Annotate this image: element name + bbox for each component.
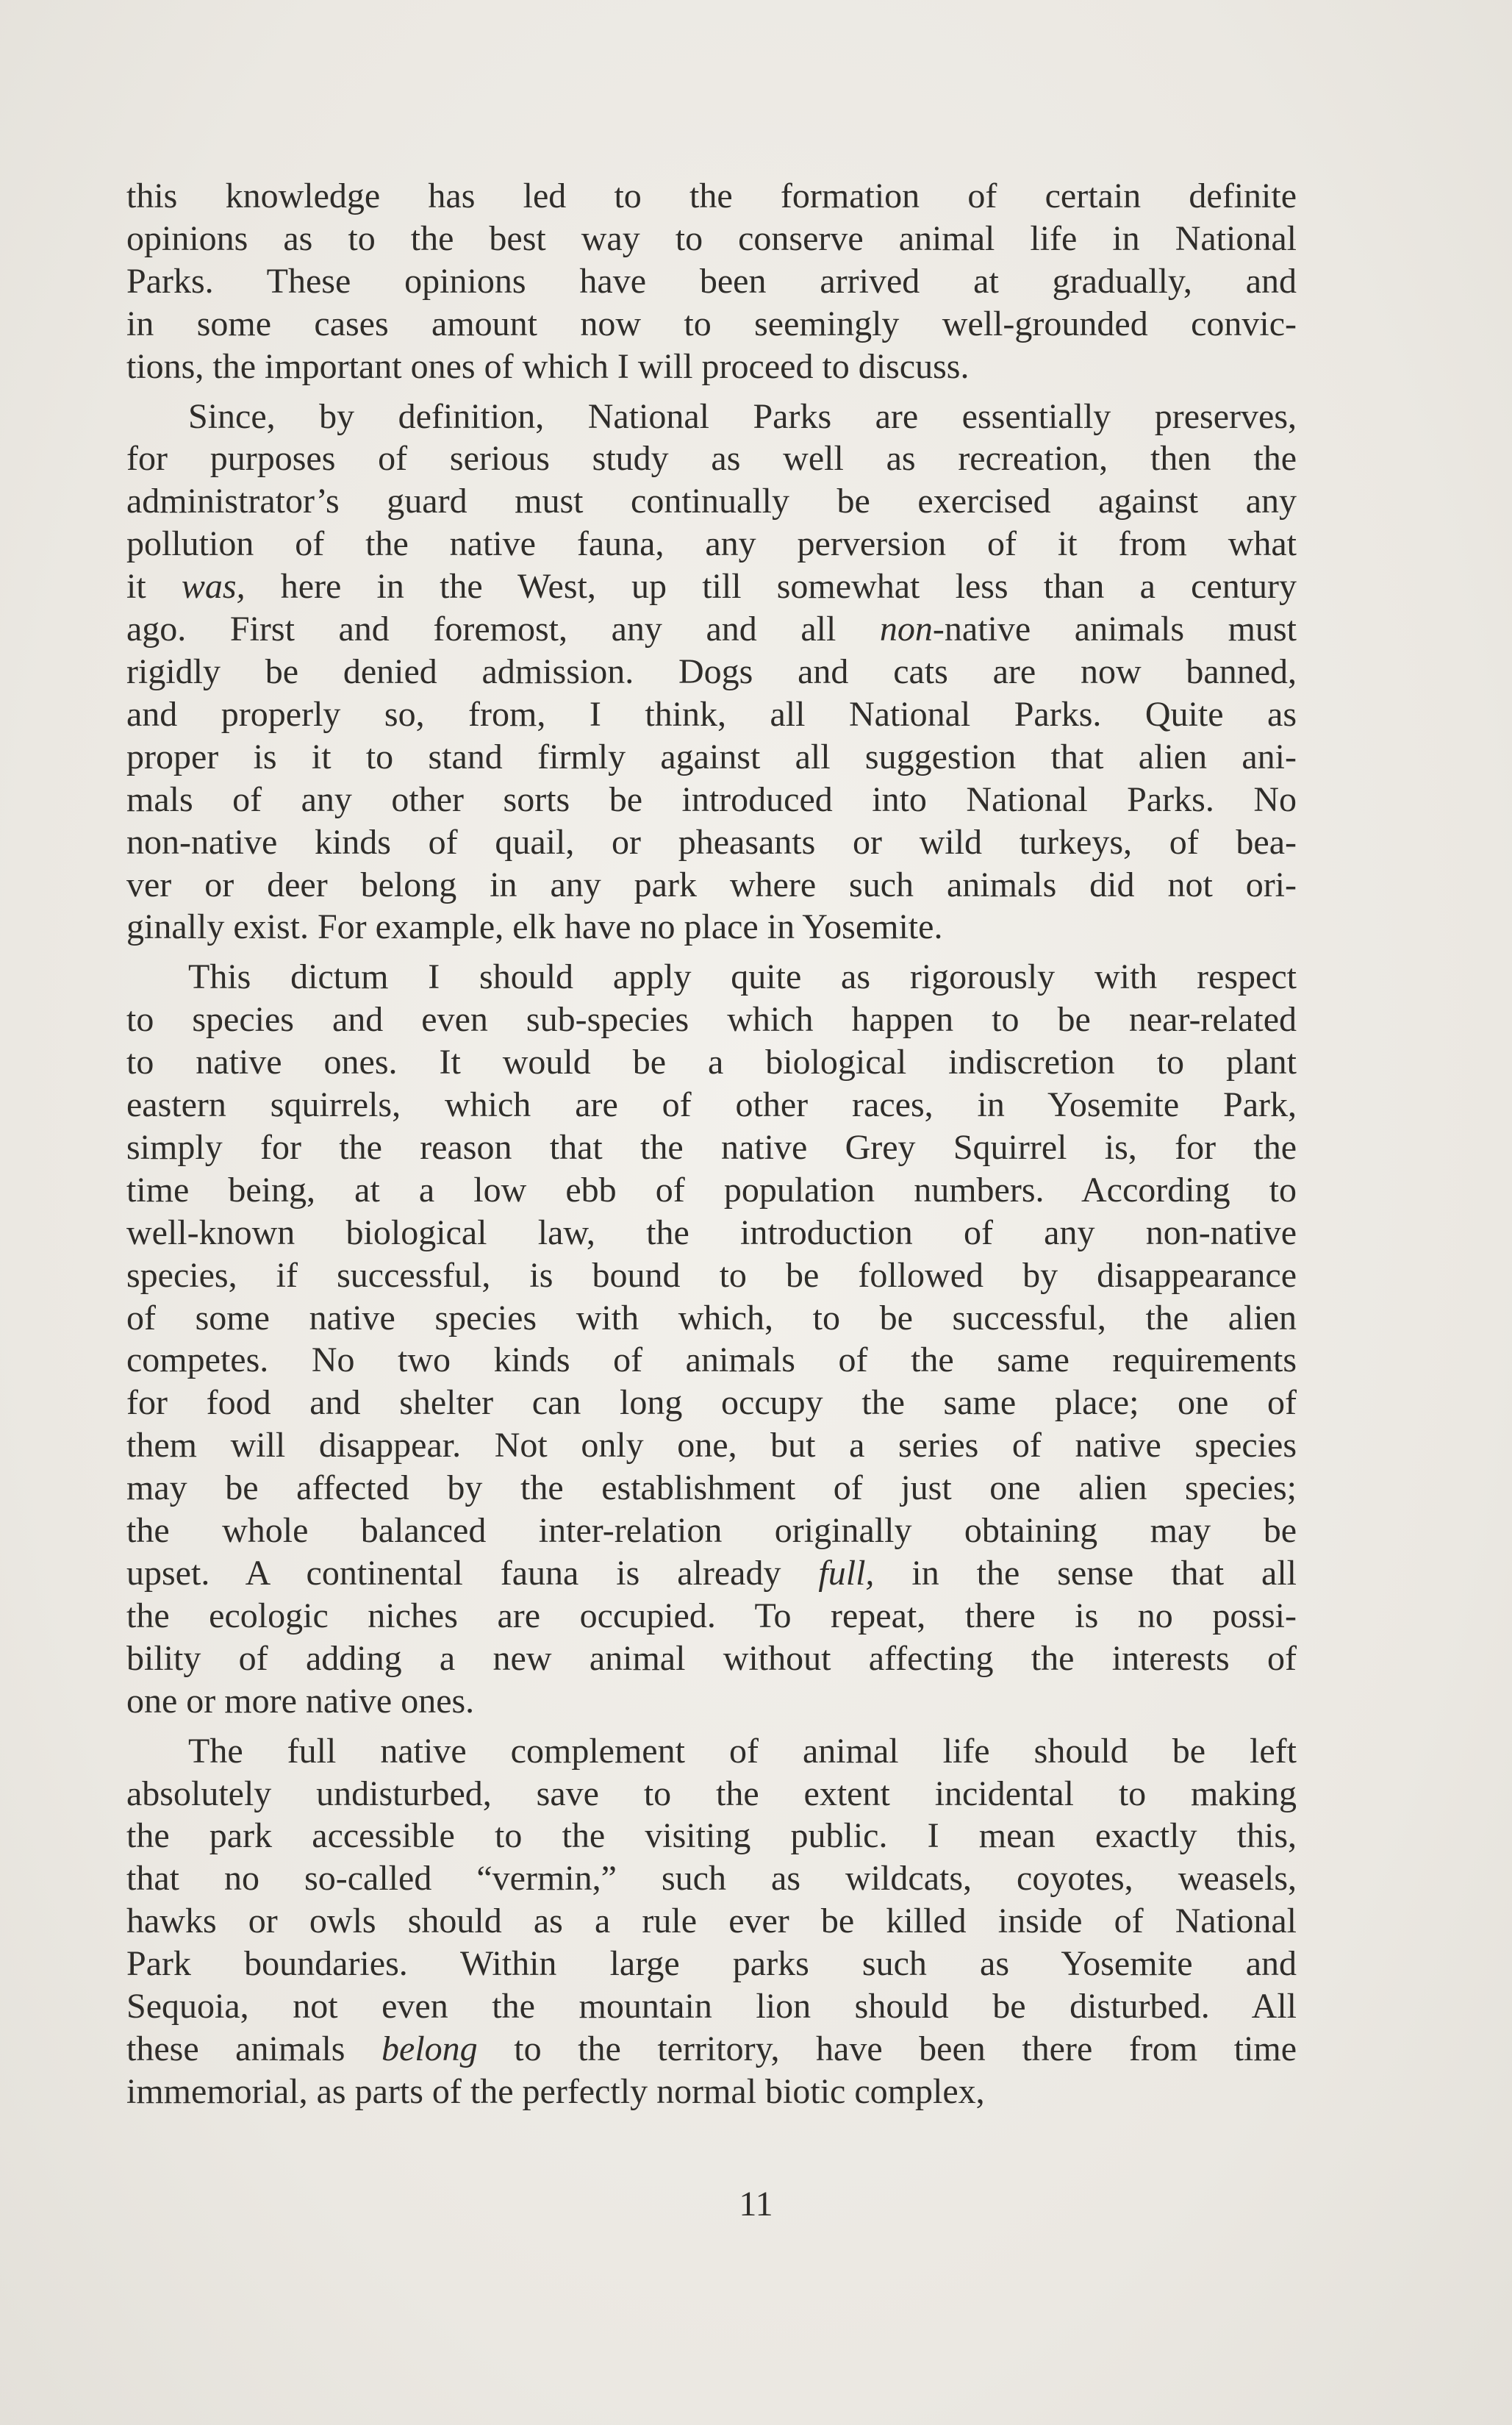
emphasis: non: [879, 610, 933, 649]
text-line: for food and shelter can long occupy the same place; one of: [126, 1383, 1297, 1423]
text-line: one or more native ones.: [126, 1681, 475, 1721]
emphasis: belong: [381, 2029, 478, 2068]
emphasis: full,: [818, 1554, 875, 1593]
text-line: non-native kinds of quail, or pheasants or wild turkeys, of bea-: [126, 822, 1297, 862]
text-line: ver or deer belong in any park where such animals did not ori-: [126, 865, 1297, 904]
text-line: species, if successful, is bound to be followed by disappearance: [126, 1255, 1297, 1295]
text-line: Parks. These opinions have been arrived at gradually, and: [126, 261, 1297, 301]
text-line: tions, the important ones of which I will proceed to discuss.: [126, 346, 970, 386]
text-line: competes. No two kinds of animals of the same requirements: [126, 1340, 1297, 1380]
text-line: simply for the reason that the native Grey Squirrel is, for the: [126, 1127, 1297, 1167]
text-line: it was, here in the West, up till somewhat less than a century: [126, 567, 1297, 607]
text-line: opinions as to the best way to conserve animal life in National: [126, 218, 1297, 258]
text-line: in some cases amount now to seemingly well-grounded convic-: [126, 304, 1297, 343]
text-line: absolutely undisturbed, save to the extent incidental to making: [126, 1774, 1297, 1813]
text-line: them will disappear. Not only one, but a series of native species: [126, 1426, 1297, 1465]
text-line: Sequoia, not even the mountain lion should be disturbed. All: [126, 1987, 1297, 2026]
paragraph: [126, 956, 1297, 1722]
text-line: upset. A continental fauna is already full, in the sense that all: [126, 1554, 1297, 1593]
text-line: and properly so, from, I think, all National Parks. Quite as: [126, 694, 1297, 734]
text-line: This dictum I should apply quite as rigorously with respect: [188, 957, 1297, 997]
text-line: these animals belong to the territory, have been there from time: [126, 2029, 1297, 2068]
text-line: ago. First and foremost, any and all non-native animals must: [126, 610, 1297, 649]
text-line: Park boundaries. Within large parks such as Yosemite and: [126, 1944, 1297, 1984]
text-line: this knowledge has led to the formation of certain definite: [126, 176, 1297, 215]
text-line: administrator’s guard must continually be exercised against any: [126, 482, 1297, 521]
text-line: to native ones. It would be a biological indiscretion to plant: [126, 1043, 1297, 1082]
text-line: bility of adding a new animal without affecting the interests of: [126, 1638, 1297, 1678]
text-line: for purposes of serious study as well as recreation, then the: [126, 439, 1297, 479]
text-line: The full native complement of animal life should be left: [188, 1731, 1297, 1771]
paragraph: [126, 396, 1297, 949]
body-text: [126, 175, 1297, 2113]
text-line: ginally exist. For example, elk have no place in Yosemite.: [126, 907, 943, 947]
page-number: 11: [739, 2185, 773, 2224]
text-line: the park accessible to the visiting public. I mean exactly this,: [126, 1816, 1297, 1856]
text-line: the ecologic niches are occupied. To repeat, there is no possi-: [126, 1596, 1297, 1635]
text-line: rigidly be denied admission. Dogs and cats are now banned,: [126, 651, 1297, 691]
paragraph: [126, 1730, 1297, 2113]
text-line: Since, by definition, National Parks are essentially preserves,: [188, 396, 1297, 436]
paragraph: [126, 175, 1297, 388]
text-line: may be affected by the establishment of just one alien species;: [126, 1468, 1297, 1508]
text-line: that no so-called “vermin,” such as wildcats, coyotes, weasels,: [126, 1859, 1297, 1899]
text-line: to species and even sub-species which happen to be near-related: [126, 1000, 1297, 1040]
text-line: of some native species with which, to be successful, the alien: [126, 1298, 1297, 1338]
text-line: proper is it to stand firmly against all suggestion that alien ani-: [126, 737, 1297, 776]
text-line: immemorial, as parts of the perfectly normal biotic complex,: [126, 2071, 985, 2111]
text-line: eastern squirrels, which are of other races, in Yosemite Park,: [126, 1085, 1297, 1125]
text-line: time being, at a low ebb of population numbers. According to: [126, 1170, 1297, 1210]
text-line: pollution of the native fauna, any perversion of it from what: [126, 524, 1297, 564]
text-line: hawks or owls should as a rule ever be killed inside of National: [126, 1901, 1297, 1941]
text-line: well-known biological law, the introduction of any non-native: [126, 1212, 1297, 1252]
text-line: mals of any other sorts be introduced into National Parks. No: [126, 779, 1297, 819]
text-line: the whole balanced inter-relation originally obtaining may be: [126, 1511, 1297, 1551]
emphasis: was,: [181, 567, 246, 607]
